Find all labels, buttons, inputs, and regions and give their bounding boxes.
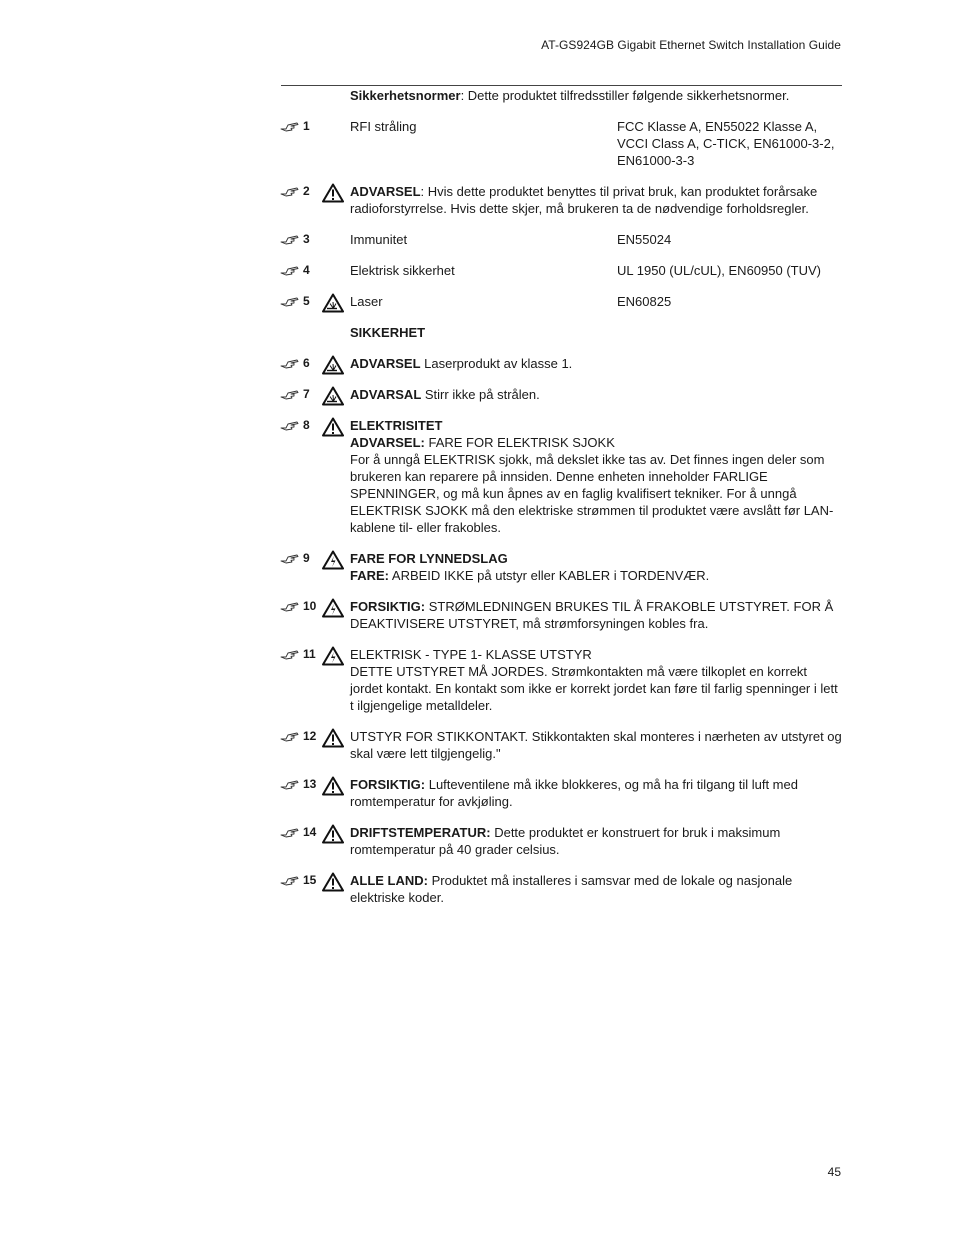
pointing-hand-icon xyxy=(280,827,300,838)
item-number: 8 xyxy=(303,418,310,432)
subheading-row xyxy=(280,324,842,341)
item-text: DETTE UTSTYRET MÅ JORDES. Strømkontakten må være tilkoplet en korrekt jordet kontakt. En kontakt som ikke er korrekt jordet kan føre til farlig spenninger i lett t ilgjengelige metalldeler. xyxy=(350,664,838,713)
item-text: : Hvis dette produktet benyttes til privat bruk, kan produktet forårsake radioforstyrrelse. Hvis dette skjer, må brukeren ta de nødvendige forholdsregler. xyxy=(350,184,818,216)
item-bold: ADVARSEL xyxy=(350,184,421,199)
item-number: 9 xyxy=(303,551,310,565)
list-item xyxy=(280,183,842,217)
item-bold: FORSIKTIG: xyxy=(350,599,426,614)
item-value: EN60825 xyxy=(617,294,672,309)
warning-icon xyxy=(322,776,344,796)
list-item xyxy=(280,598,842,632)
item-heading: FARE FOR LYNNEDSLAG xyxy=(350,551,508,566)
item-text: Produktet må installeres i samsvar med de lokale og nasjonale elektriske koder. xyxy=(350,873,793,905)
item-text: Lufteventilene må ikke blokkeres, og må ha fri tilgang til luft med romtemperatur for avkjøling. xyxy=(350,777,798,809)
item-number: 15 xyxy=(303,873,317,887)
item-number: 12 xyxy=(303,729,317,743)
item-text: Laserprodukt av klasse 1. xyxy=(420,356,573,371)
item-number: 13 xyxy=(303,777,317,791)
item-number: 2 xyxy=(303,184,310,198)
intro-text: : Dette produktet tilfredsstiller følgende sikkerhetsnormer. xyxy=(460,88,790,103)
item-text: STRØMLEDNINGEN BRUKES TIL Å FRAKOBLE UTSTYRET. FOR Å DEAKTIVISERE UTSTYRET, må strømforsyningen kobles fra. xyxy=(350,599,834,631)
item-heading: ELEKTRISITET xyxy=(350,418,443,433)
item-subline: FARE FOR ELEKTRISK SJOKK xyxy=(424,435,615,450)
header-rule xyxy=(281,85,842,86)
pointing-hand-icon xyxy=(280,186,300,197)
item-bold: ALLE LAND: xyxy=(350,873,428,888)
pointing-hand-icon xyxy=(280,649,300,660)
item-bold: FARE: xyxy=(350,568,389,583)
warning-icon xyxy=(322,872,344,892)
pointing-hand-icon xyxy=(280,296,300,307)
high-voltage-icon xyxy=(322,598,344,618)
item-number: 4 xyxy=(303,263,310,277)
list-item xyxy=(280,386,842,403)
warning-icon xyxy=(322,417,344,437)
item-number: 7 xyxy=(303,387,310,401)
item-bold: ADVARSAL xyxy=(350,387,422,402)
pointing-hand-icon xyxy=(280,601,300,612)
item-bold: FORSIKTIG: xyxy=(350,777,426,792)
pointing-hand-icon xyxy=(280,875,300,886)
warning-icon xyxy=(322,728,344,748)
item-label: Immunitet xyxy=(350,232,408,247)
item-number: 11 xyxy=(303,647,316,661)
list-item xyxy=(280,293,842,310)
item-value: FCC Klasse A, EN55022 Klasse A, VCCI Class A, C-TICK, EN61000-3-2, EN61000-3-3 xyxy=(617,119,835,168)
item-number: 14 xyxy=(303,825,317,839)
item-text: Dette produktet er konstruert for bruk i maksimum romtemperatur på 40 grader celsius. xyxy=(350,825,781,857)
laser-warning-icon xyxy=(322,386,344,406)
list-item xyxy=(280,355,842,372)
intro-row xyxy=(280,87,842,104)
item-number: 5 xyxy=(303,294,310,308)
pointing-hand-icon xyxy=(280,779,300,790)
pointing-hand-icon xyxy=(280,234,300,245)
pointing-hand-icon xyxy=(280,121,300,132)
warning-icon xyxy=(322,824,344,844)
item-label: RFI stråling xyxy=(350,119,417,134)
list-item xyxy=(280,231,842,248)
section-subheading: SIKKERHET xyxy=(350,325,426,340)
list-item xyxy=(280,728,842,762)
item-number: 6 xyxy=(303,356,310,370)
high-voltage-icon xyxy=(322,550,344,570)
item-text: Stirr ikke på strålen. xyxy=(421,387,540,402)
item-heading: ELEKTRISK - TYPE 1- KLASSE UTSTYR xyxy=(350,647,592,662)
pointing-hand-icon xyxy=(280,553,300,564)
high-voltage-icon xyxy=(322,646,344,666)
item-value: UL 1950 (UL/cUL), EN60950 (TUV) xyxy=(617,263,821,278)
item-number: 10 xyxy=(303,599,317,613)
intro-bold: Sikkerhetsnormer xyxy=(350,88,461,103)
safety-standards-section xyxy=(280,87,842,920)
item-subline: ARBEID IKKE på utstyr eller KABLER i TORDENVÆR. xyxy=(389,568,710,583)
item-text: UTSTYR FOR STIKKONTAKT. Stikkontakten skal monteres i nærheten av utstyret og skal være lett tilgjengelig." xyxy=(350,729,842,761)
pointing-hand-icon xyxy=(280,265,300,276)
list-item xyxy=(280,872,842,906)
item-bold: ADVARSEL: xyxy=(350,435,425,450)
item-value: EN55024 xyxy=(617,232,672,247)
running-header: AT-GS924GB Gigabit Ethernet Switch Installation Guide xyxy=(541,38,841,52)
laser-warning-icon xyxy=(322,355,344,375)
pointing-hand-icon xyxy=(280,389,300,400)
list-item xyxy=(280,776,842,810)
item-number: 1 xyxy=(303,119,310,133)
laser-warning-icon xyxy=(322,293,344,313)
item-bold: ADVARSEL xyxy=(350,356,421,371)
item-label: Laser xyxy=(350,294,383,309)
warning-icon xyxy=(322,183,344,203)
item-text: For å unngå ELEKTRISK sjokk, må dekslet ikke tas av. Det finnes ingen deler som brukeren kan reparere på innsiden. Denne enheten inneholder FARLIGE SPENNINGER, og må kun åpnes av en faglig kvalifisert tekniker. For å unngå ELEKTRISK SJOKK må den elektriske strømmen til produktet være avslått før LAN-kablene til- eller frakobles. xyxy=(350,452,834,535)
list-item xyxy=(280,824,842,858)
item-bold: DRIFTSTEMPERATUR: xyxy=(350,825,491,840)
pointing-hand-icon xyxy=(280,420,300,431)
page-number: 45 xyxy=(827,1165,841,1179)
list-item xyxy=(280,550,842,584)
list-item xyxy=(280,417,842,536)
list-item xyxy=(280,262,842,279)
list-item xyxy=(280,118,842,169)
pointing-hand-icon xyxy=(280,358,300,369)
list-item xyxy=(280,646,842,714)
pointing-hand-icon xyxy=(280,731,300,742)
item-number: 3 xyxy=(303,232,310,246)
item-label: Elektrisk sikkerhet xyxy=(350,263,455,278)
